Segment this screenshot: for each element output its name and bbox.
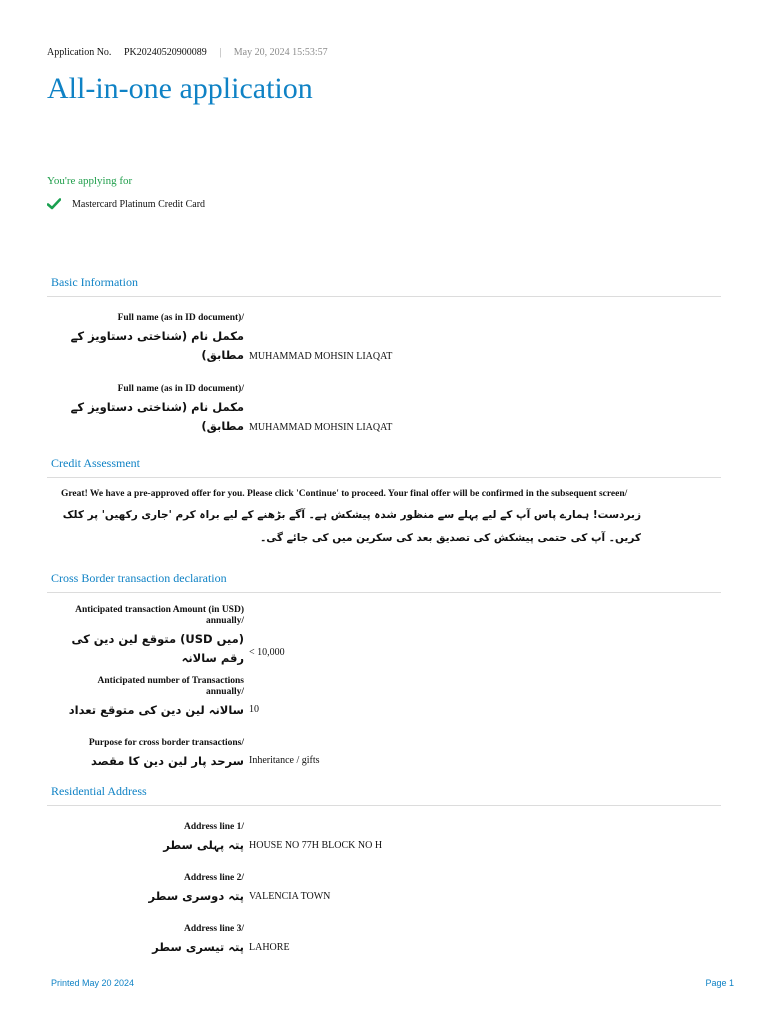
field-label-urdu: پتہ تیسری سطر: [152, 940, 244, 954]
application-datetime: May 20, 2024 15:53:57: [233, 47, 328, 58]
check-icon: [47, 198, 61, 210]
field-value: MUHAMMAD MOHSIN LIAQAT: [249, 422, 393, 433]
selected-product: [47, 198, 205, 210]
field-label-urdu: سالانہ لین دین کی متوقع تعداد: [68, 703, 244, 717]
header-separator: |: [219, 47, 222, 58]
field-label-urdu: (میں USD) متوقع لین دین کی رقم سالانہ: [71, 632, 244, 665]
field-label: Address line 1/: [183, 822, 244, 832]
section-heading: Credit Assessment: [51, 456, 140, 470]
field-label-urdu: مکمل نام (شناختی دستاویز کے مطابق): [70, 329, 244, 362]
page-number: Page 1: [705, 978, 734, 988]
section-heading: Cross Border transaction declaration: [51, 571, 227, 585]
note-urdu: زبردست! ہمارے پاس آپ کے لیے پہلے سے منظور شدہ پیشکش ہے۔ آگے بڑھنے کے لیے براہ کرم 'جاری رکھیں' پر کلک کریں۔ آپ کی حتمی پیشکش کی تصدیق بعد کی سکرین میں کی جائے گی۔: [62, 509, 641, 544]
field-label: Purpose for cross border transactions/: [88, 738, 244, 748]
application-header: [47, 47, 328, 58]
field-value: < 10,000: [249, 647, 285, 658]
field-value: Inheritance / gifts: [249, 755, 320, 766]
field-value: MUHAMMAD MOHSIN LIAQAT: [249, 351, 393, 362]
section-basic-information: [47, 275, 721, 297]
field-label-urdu: پتہ پہلی سطر: [163, 838, 244, 852]
field-value: VALENCIA TOWN: [249, 891, 331, 902]
printed-date: Printed May 20 2024: [51, 978, 135, 988]
field-label: Anticipated transaction Amount (in USD) annually/: [75, 605, 244, 626]
field-value: 10: [249, 704, 259, 715]
field-label: Anticipated number of Transactions annually/: [97, 676, 244, 697]
applying-for-label: You're applying for: [47, 175, 133, 187]
field-label-urdu: سرحد پار لین دین کا مقصد: [91, 754, 244, 768]
application-number-label: Application No.: [47, 47, 112, 58]
field-value: HOUSE NO 77H BLOCK NO H: [249, 840, 383, 851]
section-credit-assessment: [47, 456, 721, 478]
field-value: LAHORE: [249, 942, 290, 953]
field-label: Full name (as in ID document)/: [117, 313, 244, 323]
pre-approved-offer-note: [61, 489, 641, 550]
field-label-urdu: مکمل نام (شناختی دستاویز کے مطابق): [70, 400, 244, 433]
section-heading: Residential Address: [51, 784, 147, 798]
note-english: Great! We have a pre-approved offer for you. Please click 'Continue' to proceed. Your final offer will be confirmed in the subsequent screen/: [61, 489, 628, 499]
field-label: Address line 2/: [183, 873, 244, 883]
product-name: Mastercard Platinum Credit Card: [72, 198, 206, 210]
field-label-urdu: پتہ دوسری سطر: [148, 889, 244, 903]
page-title: All-in-one application: [47, 72, 313, 105]
application-number: PK20240520900089: [123, 47, 207, 58]
field-label: Full name (as in ID document)/: [117, 384, 244, 394]
field-label: Address line 3/: [183, 924, 244, 934]
section-residential-address: [47, 784, 721, 806]
section-heading: Basic Information: [51, 275, 138, 289]
section-cross-border: [47, 571, 721, 593]
